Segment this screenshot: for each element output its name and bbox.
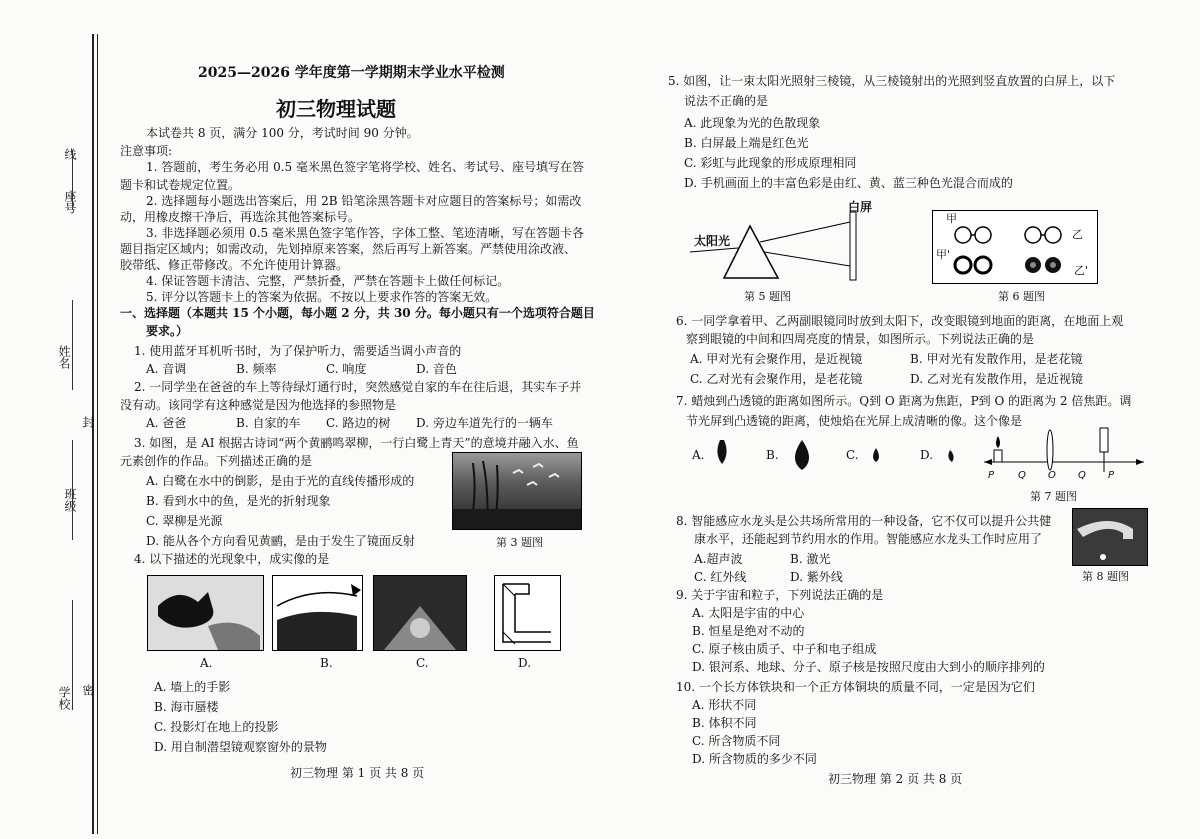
question-8-cont: 康水平，还能起到节约用水的作用。智能感应水龙头工作时应用了 [694,532,1043,546]
binding-label-seat: 座号 [63,190,77,214]
q7-lens-diagram [984,424,1150,482]
q6-label-yi-prime: 乙' [1074,264,1089,277]
glasses-icon [933,211,1097,283]
question-2-cont: 没有动。该同学有这种感觉是因为他选择的参照物是 [120,398,397,412]
faucet-icon [1073,509,1147,565]
option: D. 银河系、地球、分子、原子核是按照尺度由大到小的顺序排列的 [692,660,1045,674]
question-9: 9. 关于宇宙和粒子，下列说法正确的是 [676,588,884,602]
note-line: 题目指定区域内；如需改动，先划掉原来答案，然后再写上新答案。严禁使用涂改液、 [120,242,577,256]
question-3: 3. 如图，是 AI 根据古诗词“两个黄鹂鸣翠柳，一行白鹭上青天”的意境并融入水、鱼 [134,436,579,450]
binding-label-name: 姓名 [57,345,71,369]
q5-label-screen: 白屏 [848,200,873,214]
hand-shadow-icon [148,576,263,650]
option: A. 此现象为光的色散现象 [684,116,821,130]
binding-label-line: 线 [63,148,77,160]
q7-option-c: C. [846,448,859,462]
binding-label-secret: 密 [81,684,95,696]
q6-label-yi: 乙 [1072,228,1083,241]
option: A. 太阳是宇宙的中心 [692,606,805,620]
option: D. 用自制潜望镜观察窗外的景物 [154,740,327,754]
option: B. 海市蜃楼 [154,700,219,714]
flame-d-icon [948,450,953,462]
binding-line-inner [97,34,98,834]
note-line: 胶带纸、修正带修改。不允许使用计算器。 [120,258,349,272]
flame-c-icon [873,448,879,462]
binding-blank-seat [72,150,74,210]
q7-option-b: B. [766,448,779,462]
note-line: 2. 选择题每小题选出答案后，用 2B 铅笔涂黑答题卡对应题目的答案标号；如需改 [146,194,582,208]
option: B. 恒星是绝对不动的 [692,624,805,638]
binding-blank-class [72,440,74,540]
note-line: 1. 答题前，考生务必用 0.5 毫米黑色签字笔将学校、姓名、考试号、座号填写在答 [146,160,584,174]
section-heading: 一、选择题（本题共 15 个小题，每小题 2 分，共 30 分。每小题只有一个选项符合题目 [120,306,595,320]
binding-label-school: 学校 [57,686,71,710]
q7-option-a: A. [692,448,705,462]
option: D. 紫外线 [790,570,843,584]
q8-caption: 第 8 题图 [1082,570,1129,583]
question-10: 10. 一个长方体铁块和一个正方体铜块的质量不同，一定是因为它们 [676,680,1035,694]
option: C. 投影灯在地上的投影 [154,720,279,734]
option: A.超声波 [694,552,743,566]
q7-flame-images [712,436,972,476]
option: C. 响度 [326,362,367,376]
q7-axis-label: O [1048,470,1056,481]
option: C. 所含物质不同 [692,734,781,748]
projector-lamp-icon [374,576,466,650]
mirage-diagram-icon [273,576,362,650]
question-5-cont: 说法不正确的是 [684,94,769,108]
question-3-cont: 元素创作的作品。下列描述正确的是 [120,454,313,468]
q7-axis-label: P [988,470,995,481]
option: D. 手机画面上的丰富色彩是由红、黄、蓝三种色光混合而成的 [684,176,1013,190]
q7-option-d: D. [920,448,934,462]
option: A. 墙上的手影 [154,680,231,694]
binding-blank-school [72,600,74,710]
note-line: 4. 保证答题卡清洁、完整，严禁折叠，严禁在答题卡上做任何标记。 [146,274,510,288]
q4-image-label: B. [320,656,333,670]
question-2: 2. 一同学坐在爸爸的车上等待绿灯通行时，突然感觉自家的车在往后退，其实车子并 [134,380,582,394]
q5-label-sunlight: 太阳光 [694,234,731,248]
question-1: 1. 使用蓝牙耳机听书时，为了保护听力，需要适当调小声音的 [134,344,462,358]
flame-b-icon [795,440,809,470]
binding-blank-name [72,300,74,390]
q4-image-hand-shadow [147,575,264,651]
question-8: 8. 智能感应水龙头是公共场所常用的一种设备，它不仅可以提升公共健 [676,514,1052,528]
q3-caption: 第 3 题图 [496,536,543,549]
option: D. 音色 [416,362,457,376]
binding-label-class: 班级 [63,488,77,512]
option: B. 白屏最上端是红色光 [684,136,809,150]
q4-image-periscope [494,575,561,651]
exam-intro: 本试卷共 8 页，满分 100 分，考试时间 90 分钟。 [146,126,419,140]
q4-image-projection [373,575,467,651]
option: C. 乙对光有会聚作用，是老花镜 [690,372,863,386]
note-line: 5. 评分以答题卡上的答案为依据。不按以上要求作答的答案无效。 [146,290,498,304]
section-heading-cont: 要求。） [146,324,189,338]
option: B. 看到水中的鱼，是光的折射现象 [146,494,331,508]
question-4: 4. 以下描述的光现象中，成实像的是 [134,552,330,566]
option: C. 原子核由质子、中子和电子组成 [692,642,877,656]
option: B. 自家的车 [236,416,301,430]
option: B. 体积不同 [692,716,757,730]
option: A. 白鹭在水中的倒影，是由于光的直线传播形成的 [146,474,415,488]
option: A. 音调 [146,362,187,376]
q4-image-label: D. [518,656,532,670]
option: A. 爸爸 [146,416,187,430]
flame-a-icon [717,440,726,464]
option: D. 乙对光有发散作用，是近视镜 [910,372,1083,386]
option: D. 所含物质的多少不同 [692,752,817,766]
question-6: 6. 一同学拿着甲、乙两副眼镜同时放到太阳下，改变眼镜到地面的距离，在地面上观 [676,314,1124,328]
notes-heading: 注意事项: [120,144,173,158]
option: A. 形状不同 [692,698,757,712]
note-line: 题卡和试卷规定位置。 [120,178,241,192]
binding-label-seal: 封 [81,416,95,428]
q4-image-mirage [272,575,363,651]
q8-faucet-image [1072,508,1148,566]
q7-axis-label: Q [1078,470,1086,481]
question-7-cont: 节光屏到凸透镜的距离，使烛焰在光屏上成清晰的像。这个像是 [686,414,1023,428]
q6-label-jia: 甲 [946,212,957,225]
binding-line-outer [92,34,94,834]
option: C. 路边的树 [326,416,391,430]
note-line: 动，用橡皮擦干净后，再选涂其他答案标号。 [120,210,361,224]
option: B. 甲对光有发散作用，是老花镜 [910,352,1083,366]
page-footer: 初三物理 第 1 页 共 8 页 [290,766,425,780]
q6-caption: 第 6 题图 [998,290,1045,303]
question-6-cont: 察到眼镜的中间和四周亮度的情景，如图所示。下列说法正确的是 [686,332,1035,346]
option: C. 红外线 [694,570,747,584]
q7-axis-label: Q [1018,470,1026,481]
option: D. 旁边车道先行的一辆车 [416,416,553,430]
question-7: 7. 蜡烛到凸透镜的距离如图所示。Q到 O 距离为焦距，P到 O 的距离为 2 倍焦距。调 [676,394,1132,408]
option: B. 频率 [236,362,277,376]
option: C. 彩虹与此现象的形成原理相同 [684,156,857,170]
option: B. 激光 [790,552,831,566]
q5-caption: 第 5 题图 [744,290,791,303]
q6-label-jia-prime: 甲' [936,248,951,261]
option: C. 翠柳是光源 [146,514,223,528]
option: A. 甲对光有会聚作用，是近视镜 [690,352,863,366]
question-5: 5. 如图，让一束太阳光照射三棱镜，从三棱镜射出的光照到竖直放置的白屏上，以下 [668,74,1116,88]
q7-axis-label: P [1108,470,1115,481]
q3-ai-painting-image [452,452,582,530]
egret-willow-icon [453,453,581,529]
q4-image-label: A. [200,656,213,670]
option: D. 能从各个方向看见黄鹂，是由于发生了镜面反射 [146,534,415,548]
note-line: 3. 非选择题必须用 0.5 毫米黑色签字笔作答，字体工整、笔迹清晰，写在答题卡各 [146,226,584,240]
q4-image-label: C. [416,656,429,670]
q7-caption: 第 7 题图 [1030,490,1077,503]
exam-subtitle: 初三物理试题 [276,97,396,121]
page-footer: 初三物理 第 2 页 共 8 页 [828,772,963,786]
exam-title: 2025—2026 学年度第一学期期末学业水平检测 [198,65,505,81]
periscope-icon [495,576,560,650]
